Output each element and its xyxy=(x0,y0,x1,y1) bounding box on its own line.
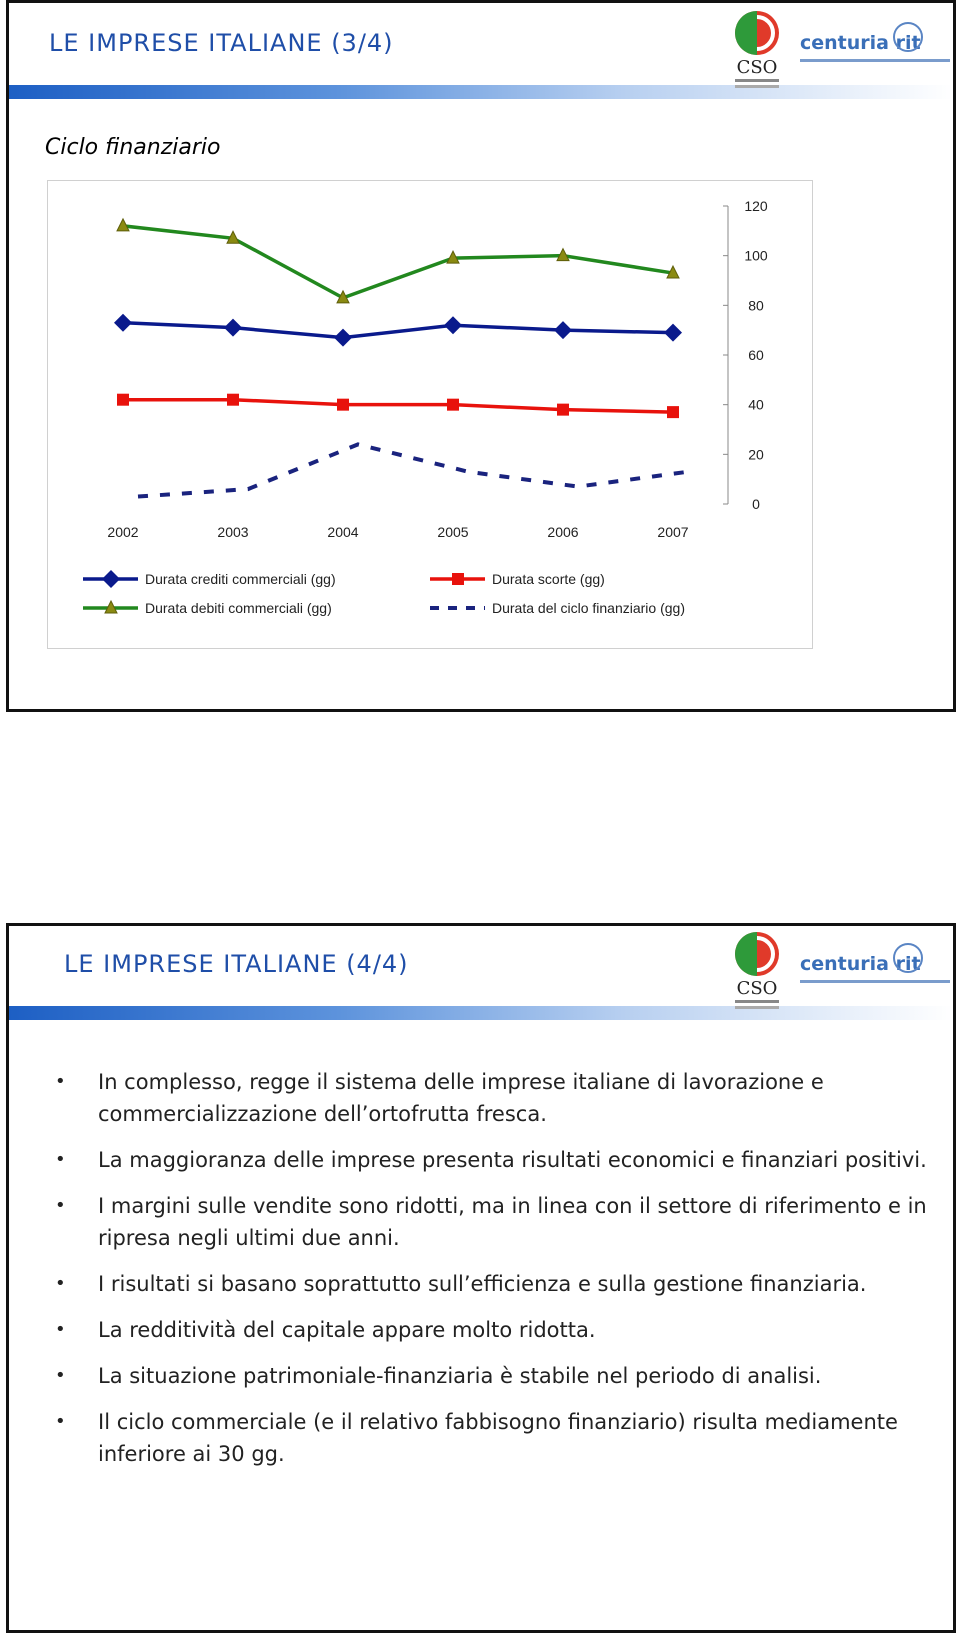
y-tick-label: 40 xyxy=(748,396,764,413)
legend-label: Durata scorte (gg) xyxy=(492,571,605,587)
chart-subtitle: Ciclo finanziario xyxy=(45,135,221,160)
data-point-diamond xyxy=(114,314,132,332)
chart-series xyxy=(114,219,688,497)
cso-logo xyxy=(727,928,787,1018)
x-tick-label: 2003 xyxy=(217,524,249,540)
centuria-rit-logo xyxy=(796,936,956,996)
data-point-square xyxy=(337,399,349,411)
data-point-square xyxy=(227,394,239,406)
bullet-item: • Il ciclo commerciale (e il relativo fabbisogno finanziario) risulta mediamente inferiore ai 30 gg. xyxy=(51,1406,931,1470)
series-line xyxy=(123,400,673,412)
cso-logo-text: CSO xyxy=(736,978,778,999)
header-bar xyxy=(9,85,953,99)
bullet-item: • I margini sulle vendite sono ridotti, ma in linea con il settore di riferimento e in ripresa negli ultimi due anni. xyxy=(51,1190,931,1254)
slide-3-of-4 xyxy=(6,0,956,712)
bullet-item: • La redditività del capitale appare molto ridotta. xyxy=(51,1314,931,1346)
series-line xyxy=(123,226,673,298)
legend-label: Durata debiti commerciali (gg) xyxy=(145,600,332,616)
y-tick-label: 20 xyxy=(748,446,764,463)
series-durata-del-ciclo-finanziario-gg xyxy=(138,444,688,496)
legend-item xyxy=(430,571,605,587)
chart-frame xyxy=(47,180,813,649)
data-point-diamond xyxy=(102,570,120,588)
cso-logo-text: CSO xyxy=(736,57,778,78)
data-point-diamond xyxy=(334,329,352,347)
data-point-diamond xyxy=(664,324,682,342)
x-tick-label: 2005 xyxy=(437,524,469,540)
data-point-square xyxy=(447,399,459,411)
data-point-diamond xyxy=(224,319,242,337)
x-tick-label: 2002 xyxy=(107,524,139,540)
x-axis-labels xyxy=(107,524,688,540)
bullet-item: • In complesso, regge il sistema delle imprese italiane di lavorazione e commercializzazione dell’ortofrutta fresca. xyxy=(51,1066,931,1130)
cso-logo xyxy=(727,7,787,97)
x-tick-label: 2004 xyxy=(327,524,359,540)
slide-title: LE IMPRESE ITALIANE (3/4) xyxy=(49,29,394,57)
legend-item xyxy=(430,600,685,616)
bullet-item: • I risultati si basano soprattutto sull’efficienza e sulla gestione finanziaria. xyxy=(51,1268,931,1300)
centuria-logo-text: centuria rit xyxy=(800,32,921,54)
series-durata-scorte-gg xyxy=(117,394,679,418)
conclusions-list xyxy=(51,1066,931,1484)
y-tick-label: 100 xyxy=(744,247,768,264)
data-point-square xyxy=(452,573,464,585)
data-point-diamond xyxy=(554,321,572,339)
series-durata-crediti-commerciali-gg xyxy=(114,314,682,347)
slide-4-of-4 xyxy=(6,923,956,1633)
legend-label: Durata crediti commerciali (gg) xyxy=(145,571,336,587)
data-point-square xyxy=(117,394,129,406)
legend-item xyxy=(83,570,336,588)
y-tick-label: 60 xyxy=(748,347,764,363)
series-line xyxy=(123,323,673,338)
series-durata-debiti-commerciali-gg xyxy=(117,219,679,303)
data-point-diamond xyxy=(444,316,462,334)
x-tick-label: 2006 xyxy=(547,524,579,540)
x-tick-label: 2007 xyxy=(657,524,689,540)
slide-title: LE IMPRESE ITALIANE (4/4) xyxy=(64,950,409,978)
header-bar xyxy=(9,1006,953,1020)
data-point-square xyxy=(667,406,679,418)
ciclo-finanziario-chart xyxy=(48,181,812,648)
bullet-item: • La situazione patrimoniale-finanziaria è stabile nel periodo di analisi. xyxy=(51,1360,931,1392)
y-tick-label: 120 xyxy=(744,198,768,214)
data-point-square xyxy=(557,404,569,416)
bullet-item: • La maggioranza delle imprese presenta risultati economici e finanziari positivi. xyxy=(51,1144,931,1176)
centuria-rit-logo xyxy=(796,15,956,75)
y-tick-label: 80 xyxy=(748,297,764,314)
y-axis xyxy=(723,198,768,512)
chart-legend xyxy=(83,570,685,616)
centuria-logo-text: centuria rit xyxy=(800,953,921,975)
legend-item xyxy=(83,600,332,616)
legend-label: Durata del ciclo finanziario (gg) xyxy=(492,600,685,616)
series-line xyxy=(138,444,688,496)
y-tick-label: 0 xyxy=(752,496,760,512)
